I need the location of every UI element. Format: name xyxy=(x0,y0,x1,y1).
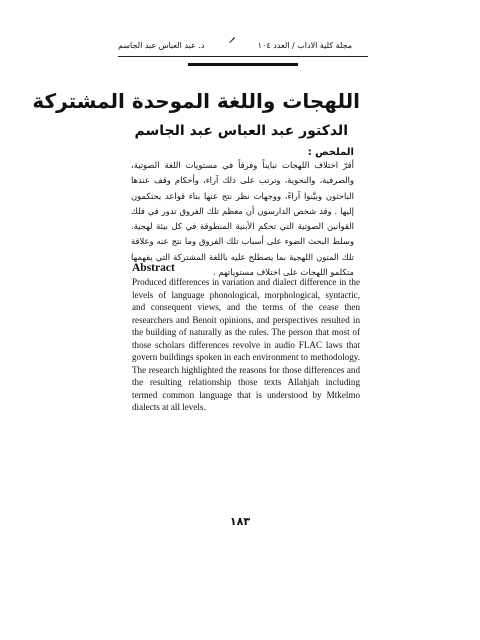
english-abstract-text: Produced differences in variation and dialect difference in the levels of language phonological, morphological, syntactic, and consequent views, and the terms of the cease then researchers and Benoit opinions, and perspectives resulted in the building of naturally as the rules. The person that most of those scholars differences revolve in audio FLAC laws that govern buildings spoken in each environment to methodology. The research highlighted the reasons for those differences and the resulting relationship those texts Allahjah including termed common language that is understood by Mtkelmo dialects at all levels. xyxy=(132,277,360,412)
english-abstract-label: Abstract xyxy=(132,262,175,274)
paper-title: اللهجات واللغة الموحدة المشتركة xyxy=(32,89,360,113)
paper-author: الدكتور عبد العباس عبد الجاسم xyxy=(134,123,348,139)
header-rule xyxy=(118,56,368,57)
page-number: ١٨٣ xyxy=(229,515,251,528)
arabic-abstract-text: أقرّ اختلاف اللهجات تبايناً وفرقاً في مستويات اللغة الصوتية، والصرفية، والنحوية، وترتب على ذلك آراء، وأحكام وقف عندها الباحثون وبيَّنوا آراءً، ووجهات نظر نتج عنها بناء قواعد يحتكمون إليها . وقد شخص الدارسون أن معظم تلك الفروق تدور في فلك القوانين الصوتية التي تحكم الأبنية المنطوقة في كل بيئة لهجية. وسلط البحث الضوء على أسباب تلك الفروق وما نتج عنه وعلاقة تلك المتون اللهجية بما يصطلح عليه باللغة المشتركة التي يفهمها متكلمو اللهجات على اختلاف مستوياتهم . xyxy=(131,160,354,278)
title-divider xyxy=(188,63,298,66)
pen-icon xyxy=(228,36,236,44)
header-journal: مجلة كلية الاداب / العدد ١٠٤ xyxy=(257,41,352,50)
header-author: د. عبد العباس عبد الجاسم xyxy=(118,41,205,50)
arabic-abstract-label: الملخص : xyxy=(307,147,354,158)
